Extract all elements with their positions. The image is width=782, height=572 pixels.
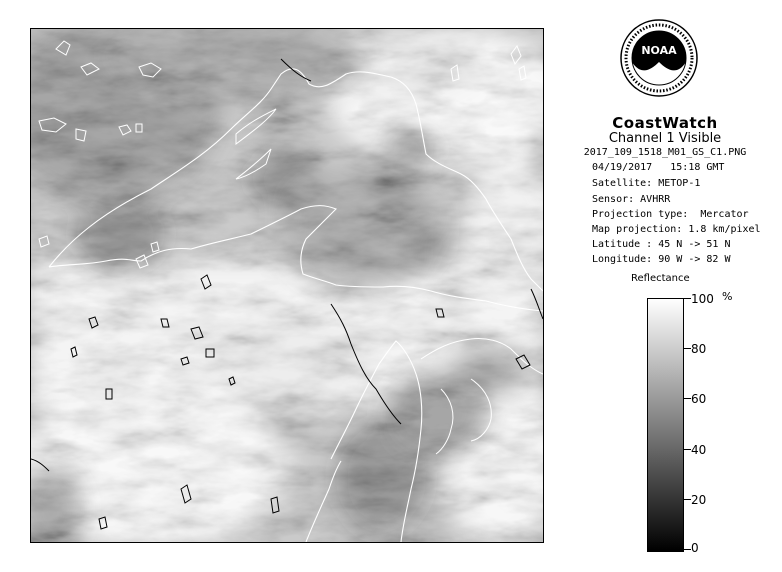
latitude-label: Latitude : 45 N -> 51 N (592, 239, 731, 250)
colorbar-tick (683, 348, 691, 349)
reflectance-colorbar (647, 298, 684, 552)
longitude-label: Longitude: 90 W -> 82 W (592, 254, 731, 265)
svg-text:NOAA: NOAA (641, 44, 677, 57)
colorbar-unit: % (722, 290, 733, 303)
date-time: 04/19/2017 15:18 GMT (592, 162, 725, 173)
map-projection-label: Map projection: 1.8 km/pixel (592, 224, 761, 235)
colorbar-tick-label: 0 (691, 541, 699, 555)
colorbar-tick-label: 100 (691, 292, 714, 306)
colorbar-tick (683, 398, 691, 399)
file-name: 2017_109_1518_M01_GS_C1.PNG (583, 147, 747, 158)
colorbar-tick-label: 80 (691, 342, 707, 356)
colorbar-tick-label: 40 (691, 443, 707, 457)
colorbar-tick (683, 449, 691, 450)
projection-type-label: Projection type: Mercator (592, 209, 749, 220)
colorbar-title: Reflectance (631, 273, 690, 284)
channel-subtitle: Channel 1 Visible (608, 131, 722, 146)
colorbar-tick-label: 20 (691, 493, 707, 507)
noaa-logo (619, 18, 699, 98)
satellite-label: Satellite: METOP-1 (592, 178, 701, 189)
colorbar-tick-label: 60 (691, 392, 707, 406)
sensor-label: Sensor: AVHRR (592, 194, 671, 205)
app-title: CoastWatch (612, 114, 718, 132)
satellite-image-map (30, 28, 544, 543)
colorbar-tick (683, 298, 691, 299)
colorbar-tick (683, 499, 691, 500)
colorbar-tick (683, 549, 691, 550)
